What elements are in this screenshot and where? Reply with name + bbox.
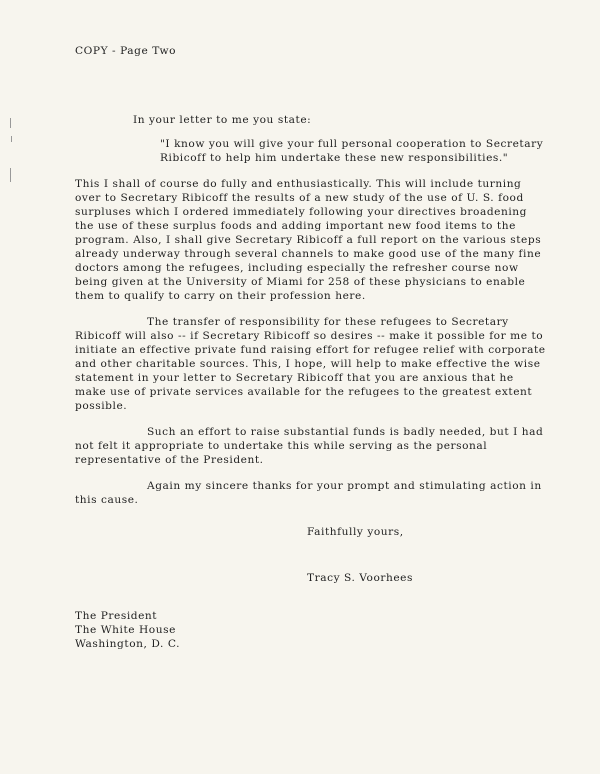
address-line: Washington, D. C. (75, 638, 181, 650)
paragraph-4: Again my sincere thanks for your prompt and stimulating action in this cause. (75, 480, 542, 506)
paragraph-2: The transfer of responsibility for these refugees to Secretary Ribicoff will also -- if Secretary Ribicoff so desires -- make it possible for me to initiate an effective private fund raising effort for refugee relief with corporate and other charitable sources. This, I hope, will help to make effective the wise statement in your letter to Secretary Ribicoff that you are anxious that he make use of private services available for the refugees to the greatest extent possible. (75, 316, 546, 412)
closing: Faithfully yours, (307, 526, 404, 538)
paragraph-3: Such an effort to raise substantial funds is badly needed, but I had not felt it appropriate to undertake this while serving as the personal representative of the President. (75, 426, 544, 466)
letter-body (75, 44, 547, 651)
margin-mark (10, 168, 11, 182)
address-line: The White House (75, 624, 176, 636)
address-line: The President (75, 610, 158, 622)
page-header: COPY - Page Two (75, 45, 176, 57)
paragraph-1: This I shall of course do fully and enthusiastically. This will include turning over to Secretary Ribicoff the results of a new study of the use of U. S. food surpluses which I ordered immediately following your directives broadening the use of these surplus foods and adding important new food items to the program. Also, I shall give Secretary Ribicoff a full report on the various steps already underway through several channels to make good use of the many fine doctors among the refugees, including especially the refresher course now being given at the University of Miami for 258 of these physicians to enable them to qualify to carry on their profession here. (75, 178, 542, 302)
quoted-statement: "I know you will give your full personal cooperation to Secretary Ribicoff to help him undertake these new responsibilities." (160, 138, 544, 164)
intro-line: In your letter to me you state: (133, 114, 312, 126)
signature-name: Tracy S. Voorhees (307, 572, 413, 584)
recipient-address (75, 609, 547, 651)
margin-mark (11, 136, 12, 142)
margin-mark (10, 118, 11, 128)
